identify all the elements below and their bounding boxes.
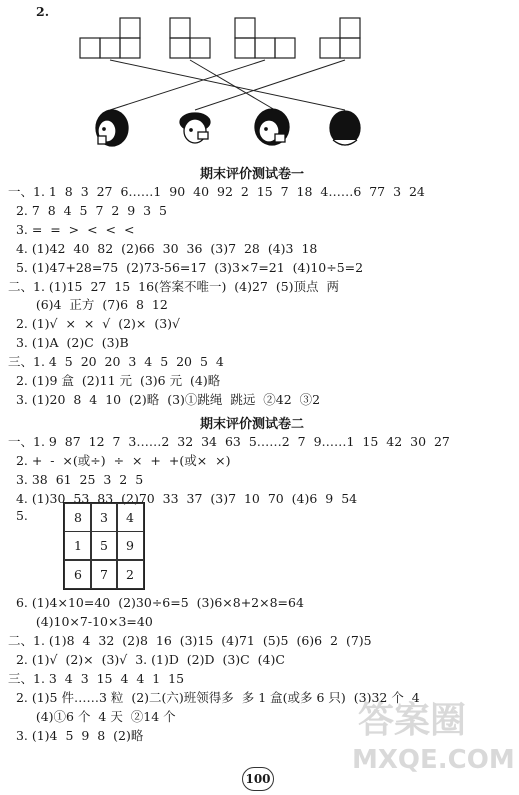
shape-view-4 [320,18,360,58]
matching-figure [0,0,519,160]
s2-line-3: 3. 38 61 25 3 2 5 [8,472,144,487]
child-figure-1 [96,110,128,146]
s2-line-13: 3. (1)4 5 9 8 (2)略 [8,728,144,743]
s1-line-7: (6)4 正方 (7)6 8 12 [8,297,168,312]
s1-line-6: 二、1. (1)15 27 15 16(答案不唯一) (4)27 (5)顶点 两 [8,279,339,294]
s2-line-12: (4)①6 个 4 天 ②14 个 [8,709,176,724]
s2-line-9: 2. (1)√ (2)× (3)√ 3. (1)D (2)D (3)C (4)C [8,652,285,667]
section2-title: 期末评价测试卷二 [200,417,305,432]
s1-line-3: 3. = = > < < < [8,222,135,237]
s1-line-1: 一、1. 1 8 3 27 6……1 90 40 92 2 15 7 18 4……6 77 3 24 [8,184,425,199]
grid-cell: 3 [90,503,118,532]
grid-cell: 1 [64,531,92,560]
grid-cell: 2 [116,560,144,589]
s1-line-2: 2. 7 8 4 5 7 2 9 3 5 [8,203,167,218]
shape-view-3 [235,18,295,58]
s1-line-8: 2. (1)√ × × √ (2)× (3)√ [8,316,181,331]
s1-line-4: 4. (1)42 40 82 (2)66 30 36 (3)7 28 (4)3 18 [8,241,318,256]
grid-cell: 8 [64,503,92,532]
s2-line-7: (4)10×7-10×3=40 [8,614,153,629]
s1-line-10: 三、1. 4 5 20 20 3 4 5 20 5 4 [8,354,224,369]
shape-view-1 [80,18,140,58]
page-number: 100 [242,767,274,791]
s2-line-2: 2. + - ×(或÷) ÷ × + +(或× ×) [8,453,231,468]
grid-cell: 7 [90,560,118,589]
child-figure-3 [255,109,289,145]
child-figure-2 [180,113,210,143]
shape-view-2 [170,18,210,58]
s1-line-9: 3. (1)A (2)C (3)B [8,335,129,350]
s1-line-5: 5. (1)47+28=75 (2)73-56=17 (3)3×7=21 (4)10÷5=2 [8,260,364,275]
s2-line-1: 一、1. 9 87 12 7 3……2 32 34 63 5……2 7 9……1 15 42 30 27 [8,434,450,449]
section1-title: 期末评价测试卷一 [200,167,305,182]
watermark-site: MXQE.COM [352,745,515,775]
watermark-logo: 答案圈 [358,700,467,741]
s1-line-12: 3. (1)20 8 4 10 (2)略 (3)①跳绳 跳远 ②42 ③2 [8,392,321,407]
s2-line-6: 6. (1)4×10=40 (2)30÷6=5 (3)6×8+2×8=64 [8,595,304,610]
s2-line-5: 5. [8,508,28,523]
child-figures [96,109,360,146]
child-figure-4 [330,111,360,145]
magic-square-grid [63,502,145,590]
s1-line-11: 2. (1)9 盒 (2)11 元 (3)6 元 (4)略 [8,373,221,388]
grid-cell: 5 [90,531,118,560]
grid-cell: 6 [64,560,92,589]
s2-line-4: 4. (1)30 53 83 (2)70 33 37 (3)7 10 70 (4)6 9 54 [8,491,358,506]
s2-line-8: 二、1. (1)8 4 32 (2)8 16 (3)15 (4)71 (5)5 (6)6 2 (7)5 [8,633,372,648]
q2-label: 2. [36,4,50,19]
s2-line-11: 2. (1)5 件……3 粒 (2)二(六)班领得多 多 1 盒(或多 6 只) (3)32 个 4 [8,690,420,705]
matching-lines [110,60,345,110]
grid-cell: 9 [116,531,144,560]
s2-line-10: 三、1. 3 4 3 15 4 4 1 15 [8,671,185,686]
grid-cell: 4 [116,503,144,532]
